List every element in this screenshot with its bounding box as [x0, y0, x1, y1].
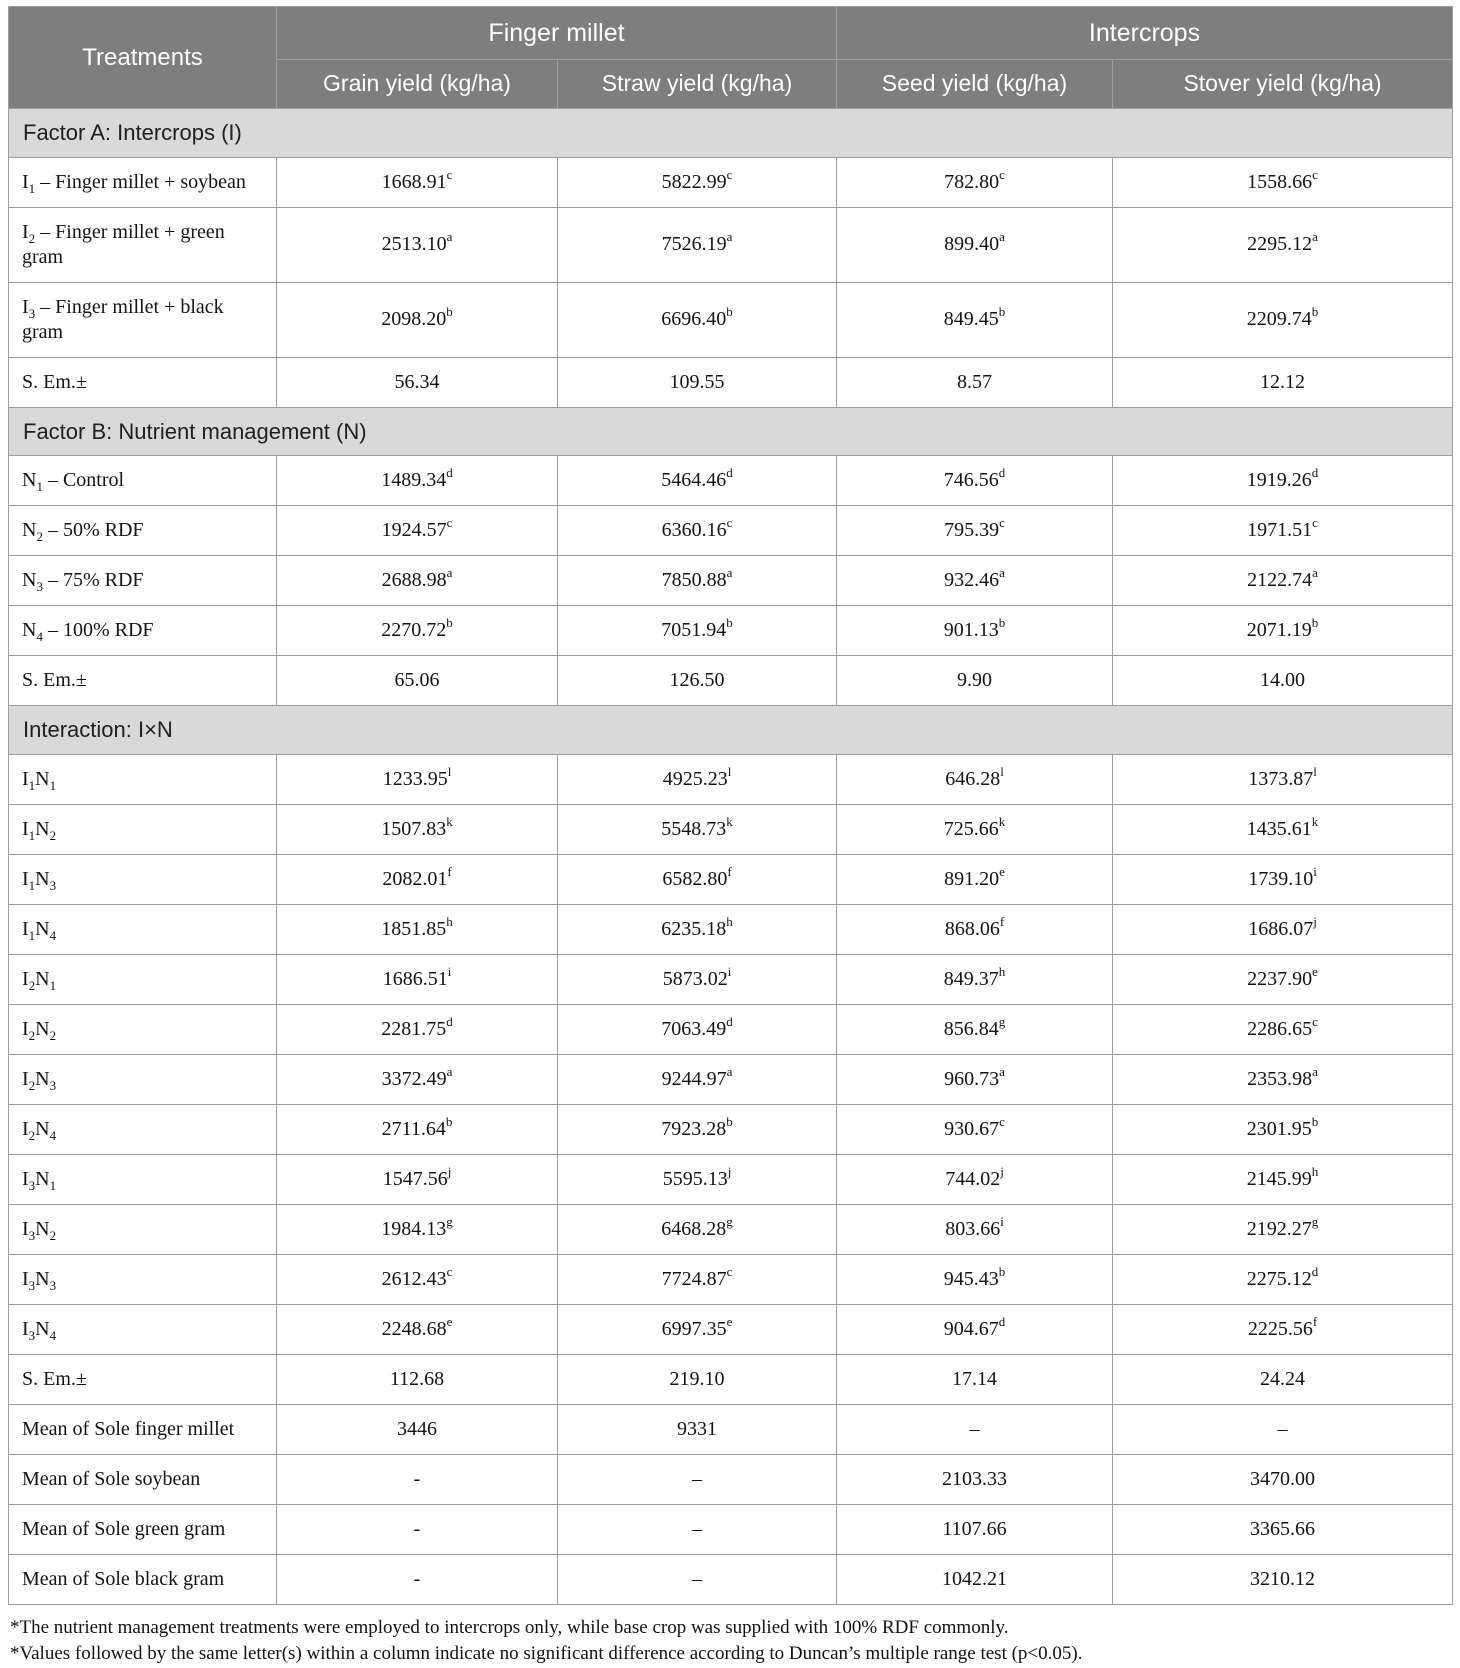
value-cell: 7850.88$^a$ — [558, 556, 837, 606]
value-cell: – — [558, 1554, 837, 1604]
value-cell: 2122.74$^a$ — [1113, 556, 1453, 606]
value-cell: 8.57 — [837, 357, 1113, 407]
treatment-label: $I_3$ – Finger millet + black gram — [9, 282, 277, 357]
section-header-row — [9, 407, 1453, 456]
treatment-label: Mean of Sole soybean — [9, 1454, 277, 1504]
value-cell: 2192.27$^g$ — [1113, 1204, 1453, 1254]
treatment-subscript: 2 — [36, 529, 43, 544]
treatment-subscript: 3 — [28, 305, 36, 321]
treatment-label: Mean of Sole black gram — [9, 1554, 277, 1604]
treatment-subscript: 2 — [28, 230, 36, 246]
value-cell: 1373.87$^l$ — [1113, 754, 1453, 804]
significance-letter: e — [1312, 963, 1318, 979]
treatment-subscript: 1 — [28, 777, 36, 793]
significance-letter: e — [446, 1313, 453, 1329]
value-cell: 1107.66 — [837, 1504, 1113, 1554]
treatment-subscript: 2 — [28, 1027, 36, 1043]
value-cell: 1489.34$^d$ — [277, 456, 558, 506]
significance-letter: l — [447, 763, 452, 779]
value-cell: 1919.26$^d$ — [1113, 456, 1453, 506]
significance-letter: k — [726, 813, 733, 829]
value-cell: 782.80$^c$ — [837, 157, 1113, 207]
treatment-subscript: 2 — [28, 977, 36, 993]
significance-letter: c — [999, 515, 1005, 531]
footnotes — [8, 1605, 1452, 1668]
significance-letter: b — [726, 304, 733, 320]
value-cell: 1924.57$^c$ — [277, 506, 558, 556]
value-cell: 1686.07$^j$ — [1113, 904, 1453, 954]
value-cell: 901.13$^b$ — [837, 606, 1113, 656]
table-header — [9, 7, 1453, 109]
significance-letter: d — [998, 465, 1006, 481]
value-cell: 1984.13$^g$ — [277, 1204, 558, 1254]
significance-letter: j — [447, 1163, 452, 1179]
significance-letter: b — [446, 304, 453, 320]
treatment-label: $I_2N_2$ — [9, 1004, 277, 1054]
value-cell: 5873.02$^i$ — [558, 954, 837, 1004]
significance-letter: c — [999, 166, 1005, 182]
treatment-subscript: 3 — [49, 1077, 57, 1093]
significance-letter: b — [998, 1263, 1006, 1279]
value-cell: 856.84$^g$ — [837, 1004, 1113, 1054]
significance-letter: c — [726, 166, 733, 182]
significance-letter: e — [726, 1313, 733, 1329]
value-cell: 2225.56$^f$ — [1113, 1304, 1453, 1354]
treatment-subscript: 1 — [36, 479, 43, 494]
significance-letter: a — [999, 229, 1005, 245]
significance-letter: d — [998, 1313, 1006, 1329]
significance-letter: d — [446, 465, 453, 481]
column-header-stover-yield: Stover yield (kg/ha) — [1113, 60, 1453, 109]
treatment-label: $N_3 - 75\%$ RDF — [9, 556, 277, 606]
significance-letter: d — [1311, 465, 1319, 481]
treatment-label: $N_1$ – Control — [9, 456, 277, 506]
significance-letter: c — [446, 166, 453, 182]
significance-letter: j — [727, 1163, 732, 1179]
value-cell: 932.46$^a$ — [837, 556, 1113, 606]
group-header-finger-millet: Finger millet — [277, 7, 837, 60]
significance-letter: f — [727, 863, 732, 879]
treatment-subscript: 4 — [36, 629, 43, 644]
significance-letter: l — [1313, 763, 1317, 779]
value-cell: 2301.95$^b$ — [1113, 1104, 1453, 1154]
treatment-subscript: 1 — [49, 977, 57, 993]
treatment-subscript: 2 — [49, 1027, 57, 1043]
significance-letter: b — [446, 615, 453, 631]
table-row — [9, 282, 1453, 357]
treatment-label: $N_4 - 100\%$ RDF — [9, 606, 277, 656]
value-cell: 1507.83$^k$ — [277, 804, 558, 854]
value-cell: 2248.68e — [277, 1304, 558, 1354]
table-row — [9, 1304, 1453, 1354]
significance-letter: k — [446, 813, 453, 829]
value-cell: 6997.35e — [558, 1304, 837, 1354]
value-cell: 1971.51$^c$ — [1113, 506, 1453, 556]
treatment-label: $I_2N_1$ — [9, 954, 277, 1004]
value-cell: 2353.98$^a$ — [1113, 1054, 1453, 1104]
significance-letter: b — [1311, 615, 1319, 631]
significance-letter: b — [445, 1113, 453, 1129]
significance-letter: g — [726, 1213, 733, 1229]
value-cell: 3210.12 — [1113, 1554, 1453, 1604]
value-cell: 891.20e — [837, 854, 1113, 904]
treatment-subscript: 1 — [28, 180, 36, 196]
value-cell: 930.67$^c$ — [837, 1104, 1113, 1154]
value-cell: 1233.95$^l$ — [277, 754, 558, 804]
significance-letter: a — [446, 1063, 453, 1079]
value-cell: 746.56$^d$ — [837, 456, 1113, 506]
treatment-subscript: 3 — [36, 579, 43, 594]
treatment-label: S. Em.± — [9, 1354, 277, 1404]
value-cell: 868.06$^f$ — [837, 904, 1113, 954]
value-cell: 2295.12$^a$ — [1113, 207, 1453, 282]
table-row — [9, 556, 1453, 606]
table-row — [9, 1154, 1453, 1204]
significance-letter: g — [1311, 1213, 1319, 1229]
significance-letter: b — [998, 615, 1006, 631]
table-row — [9, 854, 1453, 904]
treatment-label: $I_1N_4$ — [9, 904, 277, 954]
treatment-label: S. Em.± — [9, 656, 277, 706]
treatment-subscript: 1 — [28, 927, 36, 943]
column-header-grain-yield: Grain yield (kg/ha) — [277, 60, 558, 109]
value-cell: 2103.33 — [837, 1454, 1113, 1504]
value-cell: – — [558, 1454, 837, 1504]
footnote-nutrient-management: *The nutrient management treatments were employed to intercrops only, while base crop was supplied with 100% RDF commonly. — [10, 1616, 1009, 1638]
table-row — [9, 207, 1453, 282]
treatment-label: $I_1N_3$ — [9, 854, 277, 904]
table-row — [9, 904, 1453, 954]
significance-letter: i — [1313, 863, 1317, 879]
table-row — [9, 1454, 1453, 1504]
value-cell: 9331 — [558, 1404, 837, 1454]
treatment-subscript: 1 — [28, 877, 36, 893]
value-cell: 14.00 — [1113, 656, 1453, 706]
value-cell: 6696.40$^b$ — [558, 282, 837, 357]
treatments-header: Treatments — [9, 7, 277, 109]
significance-letter: a — [446, 565, 453, 581]
value-cell: - — [277, 1454, 558, 1504]
value-cell: 2275.12$^d$ — [1113, 1254, 1453, 1304]
significance-letter: e — [999, 863, 1005, 879]
value-cell: - — [277, 1554, 558, 1604]
value-cell: 1435.61$^k$ — [1113, 804, 1453, 854]
significance-letter: f — [999, 913, 1005, 929]
value-cell: 2209.74$^b$ — [1113, 282, 1453, 357]
value-cell: 3372.49$^a$ — [277, 1054, 558, 1104]
value-cell: 7923.28$^b$ — [558, 1104, 837, 1154]
value-cell: 65.06 — [277, 656, 558, 706]
treatment-label: $I_2$ – Finger millet + green gram — [9, 207, 277, 282]
significance-letter: c — [446, 515, 453, 531]
value-cell: 126.50 — [558, 656, 837, 706]
value-cell: 2270.72$^b$ — [277, 606, 558, 656]
value-cell: 109.55 — [558, 357, 837, 407]
value-cell: 1547.56$^j$ — [277, 1154, 558, 1204]
column-header-straw-yield: Straw yield (kg/ha) — [558, 60, 837, 109]
value-cell: 5548.73$^k$ — [558, 804, 837, 854]
significance-letter: l — [727, 763, 732, 779]
value-cell: 9.90 — [837, 656, 1113, 706]
value-cell: 5464.46$^d$ — [558, 456, 837, 506]
value-cell: – — [558, 1504, 837, 1554]
value-cell: 219.10 — [558, 1354, 837, 1404]
table-row — [9, 456, 1453, 506]
table-row — [9, 954, 1453, 1004]
treatment-label: $N_2 - 50\%$ RDF — [9, 506, 277, 556]
treatment-subscript: 3 — [49, 1277, 57, 1293]
value-cell: 1739.10$^i$ — [1113, 854, 1453, 904]
value-cell: 2513.10$^a$ — [277, 207, 558, 282]
table-row — [9, 606, 1453, 656]
value-cell: 646.28$^l$ — [837, 754, 1113, 804]
results-table — [8, 6, 1453, 1605]
value-cell: 1558.66$^c$ — [1113, 157, 1453, 207]
section-title: Factor B: Nutrient management (N) — [9, 407, 1453, 456]
significance-letter: a — [1312, 565, 1318, 581]
table-body — [9, 109, 1453, 1605]
value-cell: 725.66$^k$ — [837, 804, 1113, 854]
significance-letter: a — [999, 1063, 1005, 1079]
value-cell: 2612.43$^c$ — [277, 1254, 558, 1304]
value-cell: – — [1113, 1404, 1453, 1454]
treatment-label: $I_3N_4$ — [9, 1304, 277, 1354]
column-header-seed-yield: Seed yield (kg/ha) — [837, 60, 1113, 109]
value-cell: - — [277, 1504, 558, 1554]
value-cell: – — [837, 1404, 1113, 1454]
treatment-label: $I_2N_3$ — [9, 1054, 277, 1104]
significance-letter: a — [1312, 229, 1318, 245]
group-header-row — [9, 7, 1453, 60]
significance-letter: a — [726, 229, 733, 245]
value-cell: 3446 — [277, 1404, 558, 1454]
table-row — [9, 1204, 1453, 1254]
significance-letter: f — [447, 863, 452, 879]
significance-letter: g — [446, 1213, 453, 1229]
treatment-label: S. Em.± — [9, 357, 277, 407]
value-cell: 1851.85$^h$ — [277, 904, 558, 954]
section-header-row — [9, 706, 1453, 755]
table-row — [9, 506, 1453, 556]
value-cell: 3470.00 — [1113, 1454, 1453, 1504]
significance-letter: a — [446, 229, 453, 245]
value-cell: 2071.19$^b$ — [1113, 606, 1453, 656]
value-cell: 6360.16$^c$ — [558, 506, 837, 556]
table-row — [9, 1104, 1453, 1154]
table-row — [9, 754, 1453, 804]
treatment-label: Mean of Sole finger millet — [9, 1404, 277, 1454]
treatment-subscript: 2 — [49, 827, 57, 843]
significance-letter: b — [1311, 1113, 1319, 1129]
table-row — [9, 804, 1453, 854]
significance-letter: d — [726, 465, 733, 481]
significance-letter: h — [998, 963, 1006, 979]
table-row — [9, 1054, 1453, 1104]
value-cell: 3365.66 — [1113, 1504, 1453, 1554]
significance-letter: h — [446, 913, 453, 929]
table-row — [9, 1554, 1453, 1604]
value-cell: 6582.80$^f$ — [558, 854, 837, 904]
table-row — [9, 1004, 1453, 1054]
treatment-label: $I_3N_1$ — [9, 1154, 277, 1204]
significance-letter: c — [1312, 1013, 1318, 1029]
significance-letter: a — [1312, 1063, 1318, 1079]
table-row — [9, 357, 1453, 407]
significance-letter: b — [726, 615, 733, 631]
significance-letter: b — [1311, 304, 1319, 320]
significance-letter: g — [998, 1013, 1006, 1029]
value-cell: 112.68 — [277, 1354, 558, 1404]
treatment-subscript: 3 — [28, 1327, 36, 1343]
section-header-row — [9, 109, 1453, 158]
treatment-subscript: 1 — [28, 827, 36, 843]
value-cell: 904.67$^d$ — [837, 1304, 1113, 1354]
value-cell: 2688.98$^a$ — [277, 556, 558, 606]
value-cell: 2098.20$^b$ — [277, 282, 558, 357]
treatment-subscript: 4 — [49, 927, 57, 943]
value-cell: 795.39$^c$ — [837, 506, 1113, 556]
value-cell: 5822.99$^c$ — [558, 157, 837, 207]
treatment-subscript: 2 — [49, 1227, 57, 1243]
value-cell: 960.73$^a$ — [837, 1054, 1113, 1104]
value-cell: 2281.75$^d$ — [277, 1004, 558, 1054]
significance-letter: k — [1311, 813, 1319, 829]
significance-letter: j — [1000, 1163, 1004, 1179]
value-cell: 5595.13$^j$ — [558, 1154, 837, 1204]
value-cell: 803.66$^i$ — [837, 1204, 1113, 1254]
value-cell: 744.02$^j$ — [837, 1154, 1113, 1204]
significance-letter: c — [446, 1263, 453, 1279]
significance-letter: b — [998, 304, 1006, 320]
value-cell: 6468.28$^g$ — [558, 1204, 837, 1254]
value-cell: 7724.87$^c$ — [558, 1254, 837, 1304]
treatment-subscript: 1 — [49, 1177, 57, 1193]
section-title: Interaction: I×N — [9, 706, 1453, 755]
table-row — [9, 157, 1453, 207]
value-cell: 4925.23$^l$ — [558, 754, 837, 804]
significance-letter: c — [1312, 515, 1318, 531]
significance-letter: f — [1312, 1313, 1318, 1329]
significance-letter: c — [726, 1263, 733, 1279]
value-cell: 2286.65$^c$ — [1113, 1004, 1453, 1054]
value-cell: 2082.01$^f$ — [277, 854, 558, 904]
value-cell: 12.12 — [1113, 357, 1453, 407]
value-cell: 1686.51$^i$ — [277, 954, 558, 1004]
treatment-label: Mean of Sole green gram — [9, 1504, 277, 1554]
significance-letter: c — [1312, 166, 1318, 182]
significance-letter: l — [1000, 763, 1004, 779]
treatment-label: $I_1$ – Finger millet + soybean — [9, 157, 277, 207]
value-cell: 2237.90e — [1113, 954, 1453, 1004]
significance-letter: h — [726, 913, 733, 929]
significance-letter: k — [998, 813, 1006, 829]
treatment-subscript: 3 — [28, 1177, 36, 1193]
value-cell: 9244.97$^a$ — [558, 1054, 837, 1104]
significance-letter: i — [727, 963, 732, 979]
treatment-label: $I_3N_2$ — [9, 1204, 277, 1254]
significance-letter: c — [999, 1113, 1005, 1129]
table-row — [9, 1404, 1453, 1454]
treatment-subscript: 3 — [28, 1277, 36, 1293]
value-cell: 945.43$^b$ — [837, 1254, 1113, 1304]
value-cell: 7051.94$^b$ — [558, 606, 837, 656]
treatment-label: $I_2N_4$ — [9, 1104, 277, 1154]
treatment-subscript: 4 — [49, 1127, 57, 1143]
value-cell: 56.34 — [277, 357, 558, 407]
treatment-label: $I_1N_2$ — [9, 804, 277, 854]
footnote-duncan-test: *Values followed by the same letter(s) within a column indicate no significant difference according to Duncan’s multiple range test (p<0.05). — [10, 1643, 1083, 1665]
table-row — [9, 656, 1453, 706]
significance-letter: a — [726, 565, 733, 581]
significance-letter: c — [726, 515, 733, 531]
value-cell: 24.24 — [1113, 1354, 1453, 1404]
significance-letter: d — [1311, 1263, 1319, 1279]
significance-letter: h — [1311, 1163, 1319, 1179]
treatment-subscript: 3 — [28, 1227, 36, 1243]
treatment-subscript: 2 — [28, 1077, 36, 1093]
value-cell: 7063.49$^d$ — [558, 1004, 837, 1054]
significance-letter: i — [1000, 1213, 1004, 1229]
table-row — [9, 1354, 1453, 1404]
value-cell: 849.37$^h$ — [837, 954, 1113, 1004]
significance-letter: a — [999, 565, 1005, 581]
treatment-subscript: 3 — [49, 877, 57, 893]
treatment-subscript: 2 — [28, 1127, 36, 1143]
value-cell: 899.40$^a$ — [837, 207, 1113, 282]
value-cell: 849.45$^b$ — [837, 282, 1113, 357]
significance-letter: j — [1313, 913, 1317, 929]
significance-letter: b — [726, 1113, 733, 1129]
significance-letter: i — [447, 963, 452, 979]
group-header-intercrops: Intercrops — [837, 7, 1453, 60]
value-cell: 7526.19$^a$ — [558, 207, 837, 282]
treatment-subscript: 4 — [49, 1327, 57, 1343]
table-row — [9, 1504, 1453, 1554]
treatment-label: $I_3N_3$ — [9, 1254, 277, 1304]
value-cell: 1042.21 — [837, 1554, 1113, 1604]
value-cell: 6235.18$^h$ — [558, 904, 837, 954]
section-title: Factor A: Intercrops (I) — [9, 109, 1453, 158]
value-cell: 1668.91$^c$ — [277, 157, 558, 207]
significance-letter: d — [726, 1013, 733, 1029]
significance-letter: d — [446, 1013, 453, 1029]
value-cell: 17.14 — [837, 1354, 1113, 1404]
table-row — [9, 1254, 1453, 1304]
value-cell: 2145.99$^h$ — [1113, 1154, 1453, 1204]
value-cell: 2711.64$^b$ — [277, 1104, 558, 1154]
treatment-label: $I_1N_1$ — [9, 754, 277, 804]
treatment-subscript: 1 — [49, 777, 57, 793]
significance-letter: a — [726, 1063, 733, 1079]
